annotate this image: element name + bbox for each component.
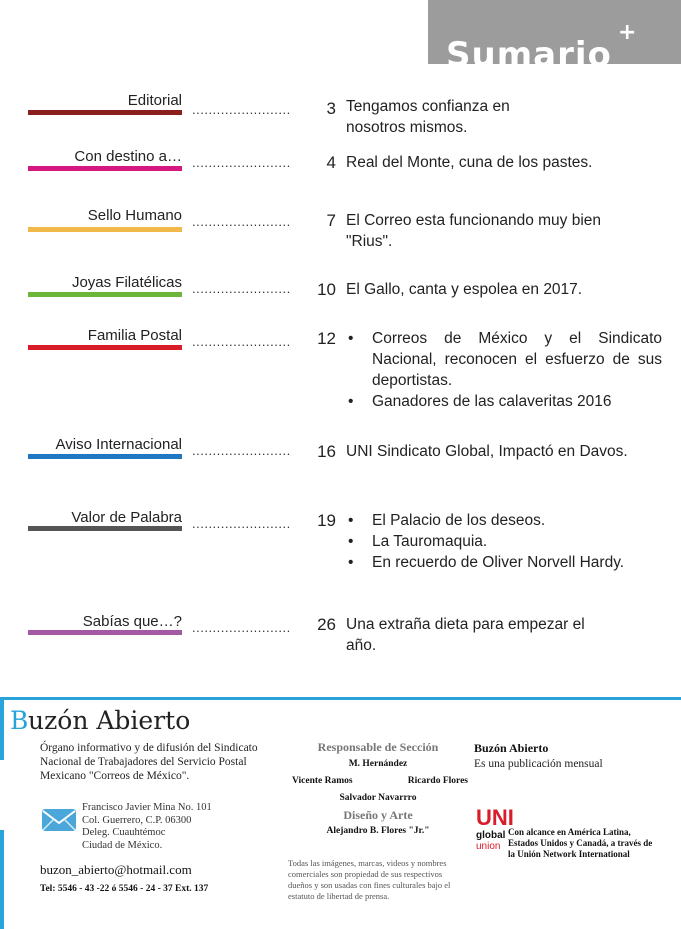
credit-name: Salvador Navarrro [339,793,417,803]
credits-block [288,740,468,836]
toc-page-number: 19 [317,511,336,530]
page-title: Sumario [446,35,612,75]
design-heading: Diseño y Arte [343,808,413,822]
toc-section-label: Valor de Palabra [71,509,182,526]
toc-page-number: 7 [326,211,336,230]
toc-entry: Real del Monte, cuna de los pastes. [346,154,593,171]
section-heading: Responsable de Sección [317,740,439,754]
publication-frequency: Es una publicación mensual [474,758,603,770]
dot-leader: ........................ [192,334,291,349]
section-color-bar [28,345,182,350]
bullet-item: • La Tauromaquia. [346,531,662,552]
toc-section-label: Familia Postal [87,327,182,344]
credit-name: Ricardo Flores [407,776,468,786]
toc-entry [346,328,662,412]
section-color-bar [28,110,182,115]
plus-icon: + [618,20,637,45]
toc-section-label: Sabías que…? [82,613,182,630]
toc-section-label: Editorial [127,92,182,109]
section-color-bar [28,227,182,232]
bullet-item: • Correos de México y el Sindicato Nacional, reconocen el esfuerzo de sus deportistas. [346,328,662,391]
brand-initial: B [10,706,29,735]
toc-page-number: 10 [317,280,336,299]
toc-page-number: 12 [317,329,336,348]
logo-text: global [476,830,506,841]
toc-entry: Tengamos confianza en nosotros mismos. [346,98,510,136]
toc-page-number: 16 [317,442,336,461]
bullet-item: • El Palacio de los deseos. [346,510,662,531]
contact-email[interactable]: buzon_abierto@hotmail.com [40,862,192,877]
toc-page-number: 26 [317,615,336,634]
org-description: Órgano informativo y de difusión del Sindicato Nacional de Trabajadores del Servicio Postal Mexicano "Correos de México". [40,742,258,782]
section-color-bar [28,526,182,531]
toc-entry [346,510,662,573]
toc-page-number: 4 [326,153,336,172]
footer-accent-bar [0,830,4,929]
logo-text: union [476,841,501,852]
dot-leader: ........................ [192,214,291,229]
footer-accent-bar [0,700,4,760]
dot-leader: ........................ [192,443,291,458]
uni-reach-text: Con alcance en América Latina, Estados Unidos y Canadá, a través de la Unión Network International [508,827,653,859]
bullet-item: • En recuerdo de Oliver Norvell Hardy. [346,552,662,573]
envelope-icon [41,807,77,833]
section-color-bar [28,454,182,459]
legal-notice: Todas las imágenes, marcas, videos y nombres comerciales son propiedad de sus respectivos dueños y son usadas con fines culturales bajo el estatuto de libertad de prensa. [288,858,451,901]
credit-name: M. Hernández [348,759,408,769]
section-color-bar [28,630,182,635]
dot-leader: ........................ [192,281,291,296]
toc-entry: El Correo esta funcionando muy bien "Rius". [346,212,602,250]
dot-leader: ........................ [192,620,291,635]
dot-leader: ........................ [192,516,291,531]
toc-page-number: 3 [326,99,336,118]
section-color-bar [28,292,182,297]
dot-leader: ........................ [192,155,291,170]
footer-divider [0,697,681,700]
toc-section-label: Joyas Filatélicas [71,274,182,291]
toc-entry: UNI Sindicato Global, Impactó en Davos. [346,443,628,460]
credit-name: Alejandro B. Flores "Jr." [326,826,430,836]
toc-entry: Una extraña dieta para empezar el año. [346,616,585,654]
toc-section-label: Sello Humano [87,207,182,224]
contact-phone: Tel: 5546 - 43 -22 ó 5546 - 24 - 37 Ext. 137 [40,884,209,894]
bullet-item: • Ganadores de las calaveritas 2016 [346,391,662,412]
publication-title: Buzón Abierto [474,741,549,755]
dot-leader: ........................ [192,102,291,117]
toc-section-label: Aviso Internacional [55,436,182,453]
brand-name: uzón Abierto [28,706,191,735]
postal-address: Francisco Javier Mina No. 101 Col. Guerrero, C.P. 06300 Deleg. Cuauhtémoc Ciudad de México. [82,802,212,851]
toc-entry: El Gallo, canta y espolea en 2017. [346,281,583,298]
toc-section-label: Con destino a… [74,148,182,165]
uni-global-union-logo [475,803,514,853]
section-color-bar [28,166,182,171]
logo-text: UNI [476,805,514,830]
credit-name: Vicente Ramos [292,776,353,786]
